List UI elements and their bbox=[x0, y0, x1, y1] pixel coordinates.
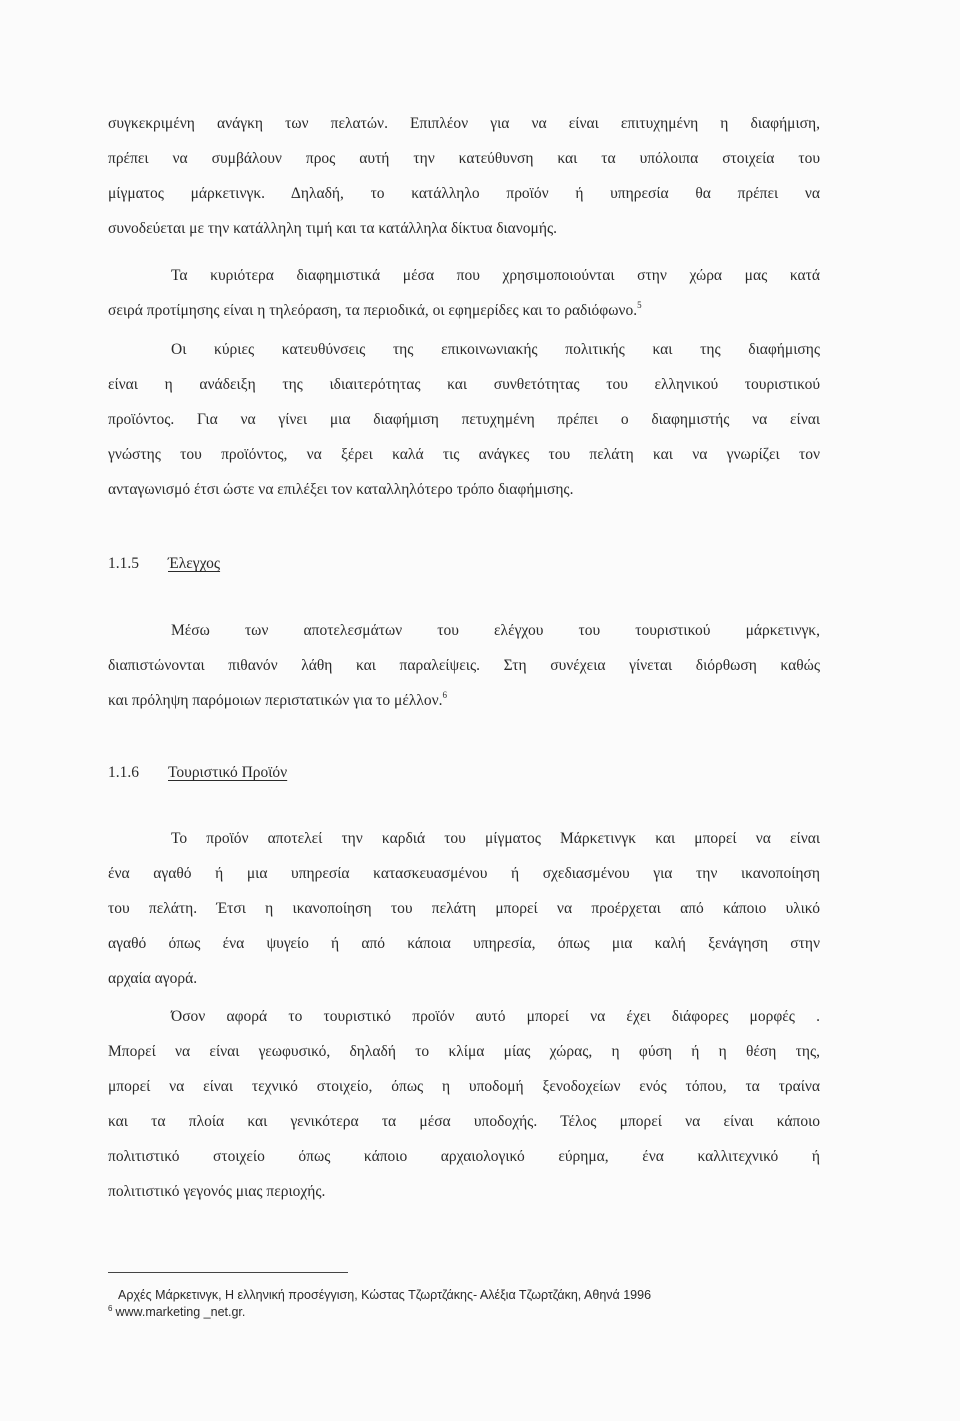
footnote-6 bbox=[108, 1304, 245, 1320]
text-line: προϊόντος. Για να γίνει μια διαφήμιση πετυχημένη πρέπει ο διαφημιστής να είναι bbox=[108, 411, 820, 428]
text-line: Οι κύριες κατευθύνσεις της επικοινωνιακής πολιτικής και της διαφήμισης bbox=[171, 341, 820, 358]
footnote-text: Αρχές Μάρκετινγκ, Η ελληνική προσέγγιση, Κώστας Τζωρτζάκης- Αλέξια Τζωρτζάκη, Αθηνά 1996 bbox=[118, 1288, 652, 1302]
footnote-ref-6: 6 bbox=[442, 690, 448, 700]
text-line: Μπορεί να είναι γεωφυσικό, δηλαδή το κλίμα μίας χώρας, η φύση ή η θέση της, bbox=[108, 1043, 820, 1060]
paragraph-product-heart bbox=[108, 821, 820, 996]
section-heading-control bbox=[108, 546, 220, 581]
footnote-ref-5: 5 bbox=[637, 300, 642, 310]
paragraph-communication-policy bbox=[108, 332, 820, 507]
paragraph-control bbox=[108, 613, 820, 718]
text-line: γνώστης του προϊόντος, να ξέρει καλά τις ανάγκες του πελάτη και να γνωρίζει τον bbox=[108, 446, 820, 463]
footnote-text: www.marketing _net.gr. bbox=[115, 1305, 246, 1319]
section-title: Τουριστικό Προϊόν bbox=[168, 764, 288, 781]
text-line: και τα πλοία και γενικότερα τα μέσα υποδοχής. Τέλος μπορεί να είναι κάποιο bbox=[108, 1113, 820, 1130]
text-line: συνοδεύεται με την κατάλληλη τιμή και τα κατάλληλα δίκτυα διανομής. bbox=[108, 220, 557, 237]
section-heading-tourism-product bbox=[108, 755, 287, 790]
paragraph-product-forms bbox=[108, 999, 820, 1209]
text-line bbox=[108, 683, 820, 718]
text-line: του πελάτη. Έτσι η ικανοποίηση του πελάτη μπορεί να προέρχεται από κάποιο υλικό bbox=[108, 900, 820, 917]
text-line: διαπιστώνονται πιθανόν λάθη και παραλείψεις. Στη συνέχεια γίνεται διόρθωση καθώς bbox=[108, 657, 820, 674]
section-title: Έλεγχος bbox=[168, 555, 221, 572]
text-line bbox=[108, 293, 820, 328]
footnote-5 bbox=[108, 1287, 651, 1303]
text-line: πολιτιστικό γεγονός μιας περιοχής. bbox=[108, 1183, 326, 1200]
section-number: 1.1.6 bbox=[108, 764, 139, 781]
footnote-marker: 6 bbox=[108, 1304, 113, 1313]
paragraph-advertising-media bbox=[108, 258, 820, 328]
text-line: Μέσω των αποτελεσμάτων του ελέγχου του τουριστικού μάρκετινγκ, bbox=[171, 622, 820, 639]
text-line: Το προϊόν αποτελεί την καρδιά του μίγματος Μάρκετινγκ και μπορεί να είναι bbox=[171, 830, 820, 847]
text-line: συγκεκριμένη ανάγκη των πελατών. Επιπλέον για να είναι επιτυχημένη η διαφήμιση, bbox=[108, 115, 820, 132]
paragraph-advertising-success bbox=[108, 106, 820, 246]
text-line: ανταγωνισμό έτσι ώστε να επιλέξει τον καταλληλότερο τρόπο διαφήμισης. bbox=[108, 481, 574, 498]
text-line: Τα κυριότερα διαφημιστικά μέσα που χρησιμοποιούνται στην χώρα μας κατά bbox=[171, 267, 820, 284]
text-line-content: και πρόληψη παρόμοιων περιστατικών για το μέλλον. bbox=[108, 692, 443, 709]
text-line: αρχαία αγορά. bbox=[108, 970, 198, 987]
section-number: 1.1.5 bbox=[108, 555, 139, 572]
text-line: ένα αγαθό ή μια υπηρεσία κατασκευασμένου ή σχεδιασμένου για την ικανοποίηση bbox=[108, 865, 820, 882]
text-line: αγαθό όπως ένα ψυγείο ή από κάποια υπηρεσία, όπως μια καλή ξενάγηση στην bbox=[108, 935, 820, 952]
text-line: πολιτιστικό στοιχείο όπως κάποιο αρχαιολογικό εύρημα, ένα καλλιτεχνικό ή bbox=[108, 1148, 820, 1165]
text-line: Όσον αφορά το τουριστικό προϊόν αυτό μπορεί να έχει διάφορες μορφές . bbox=[171, 1008, 820, 1025]
text-line: πρέπει να συμβάλουν προς αυτή την κατεύθυνση και τα υπόλοιπα στοιχεία του bbox=[108, 150, 820, 167]
text-line: μπορεί να είναι τεχνικό στοιχείο, όπως η υποδομή ξενοδοχείων ενός τόπου, τα τραίνα bbox=[108, 1078, 820, 1095]
footnote-separator bbox=[108, 1272, 348, 1273]
text-line-content: σειρά προτίμησης είναι η τηλεόραση, τα περιοδικά, οι εφημερίδες και το ραδιόφωνο. bbox=[108, 302, 638, 319]
text-line: μίγματος μάρκετινγκ. Δηλαδή, το κατάλληλο προϊόν ή υπηρεσία θα πρέπει να bbox=[108, 185, 820, 202]
text-line: είναι η ανάδειξη της ιδιαιτερότητας και συνθετότητας του ελληνικού τουριστικού bbox=[108, 376, 820, 393]
